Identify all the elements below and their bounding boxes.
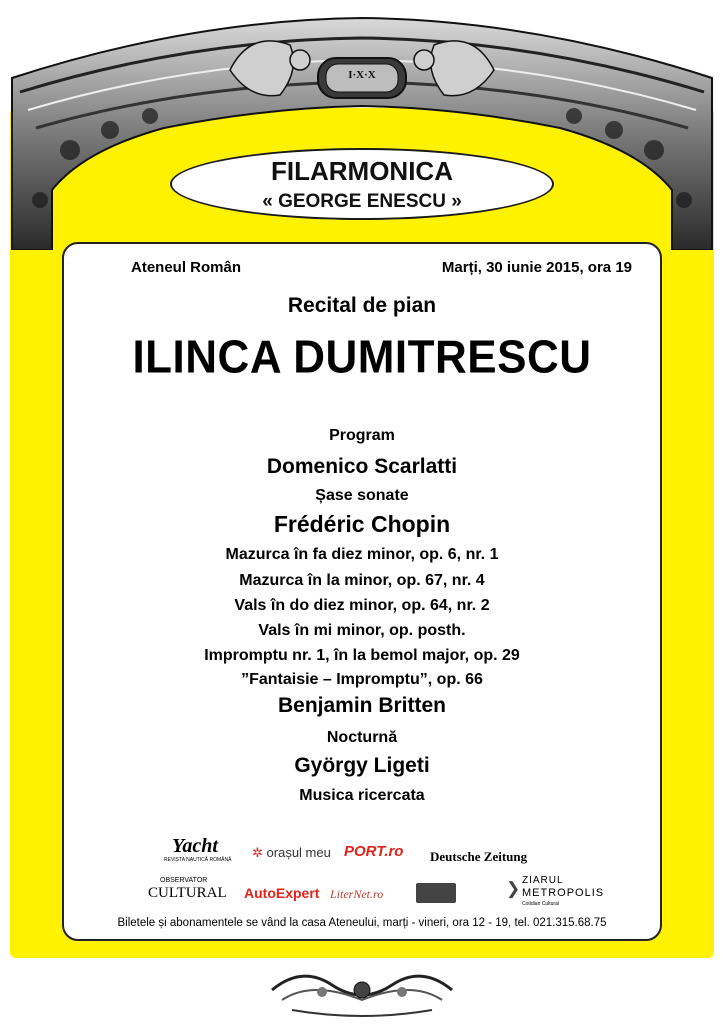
title-oval (170, 148, 554, 220)
work-title: Vals în do diez minor, op. 64, nr. 2 (234, 597, 490, 614)
work-title: Vals în mi minor, op. posth. (258, 622, 466, 639)
composer-name: György Ligeti (294, 754, 430, 777)
org-name-line1: FILARMONICA (271, 156, 453, 186)
performer-name: ILINCA DUMITRESCU (132, 331, 592, 384)
observator-cultural-logo: CULTURAL (148, 885, 227, 901)
liternet-logo: LiterNet.ro (330, 887, 384, 901)
work-title: Șase sonate (315, 487, 409, 504)
metropolis-logo-subtitle: Cotidian Cultural (522, 901, 559, 907)
autoexpert-logo: AutoExpert (244, 885, 320, 901)
asterisk-icon: ✲ (252, 845, 263, 860)
metropolis-logo: METROPOLIS (522, 887, 605, 899)
port-ro-logo: PORT.ro (344, 843, 404, 860)
radio-logo-icon (416, 883, 456, 903)
work-title: Musica ricercata (299, 787, 425, 804)
emblem-text: I·X·X (348, 69, 376, 81)
bottom-ornament-icon (262, 960, 462, 1020)
orasul-meu-logo: ✲ orașul meu (252, 845, 331, 860)
composer-name: Benjamin Britten (277, 694, 447, 717)
ziarul-logo-top: ZIARUL (522, 875, 564, 886)
composer-name: Frédéric Chopin (273, 511, 451, 537)
program-heading: Program (329, 427, 395, 444)
composer-name: Domenico Scarlatti (266, 455, 458, 478)
work-title: Mazurca în la minor, op. 67, nr. 4 (239, 572, 485, 589)
ticket-info: Biletele și abonamentele se vând la casa Ateneului, marți - vineri, ora 12 - 19, tel. 021.315.68.75 (117, 917, 607, 929)
deutsche-zeitung-logo: Deutsche Zeitung (430, 849, 528, 864)
observator-logo-top: OBSERVATOR (160, 877, 208, 884)
org-name-line2: « GEORGE ENESCU » (262, 191, 462, 212)
venue: Ateneul Român (131, 259, 242, 276)
work-title: ”Fantaisie – Impromptu”, op. 66 (241, 671, 483, 688)
metropolis-arrow-icon: ❯ (506, 879, 521, 898)
sponsor-logos (140, 835, 605, 915)
event-type: Recital de pian (287, 294, 437, 317)
work-title: Impromptu nr. 1, în la bemol major, op. 29 (204, 647, 520, 664)
yacht-logo-subtitle: REVISTA NAUTICĂ ROMÂNĂ (164, 857, 232, 863)
work-title: Nocturnă (326, 729, 398, 746)
event-date: Marți, 30 iunie 2015, ora 19 (441, 259, 632, 276)
yacht-logo: Yacht (172, 835, 218, 857)
work-title: Mazurca în fa diez minor, op. 6, nr. 1 (225, 546, 499, 563)
